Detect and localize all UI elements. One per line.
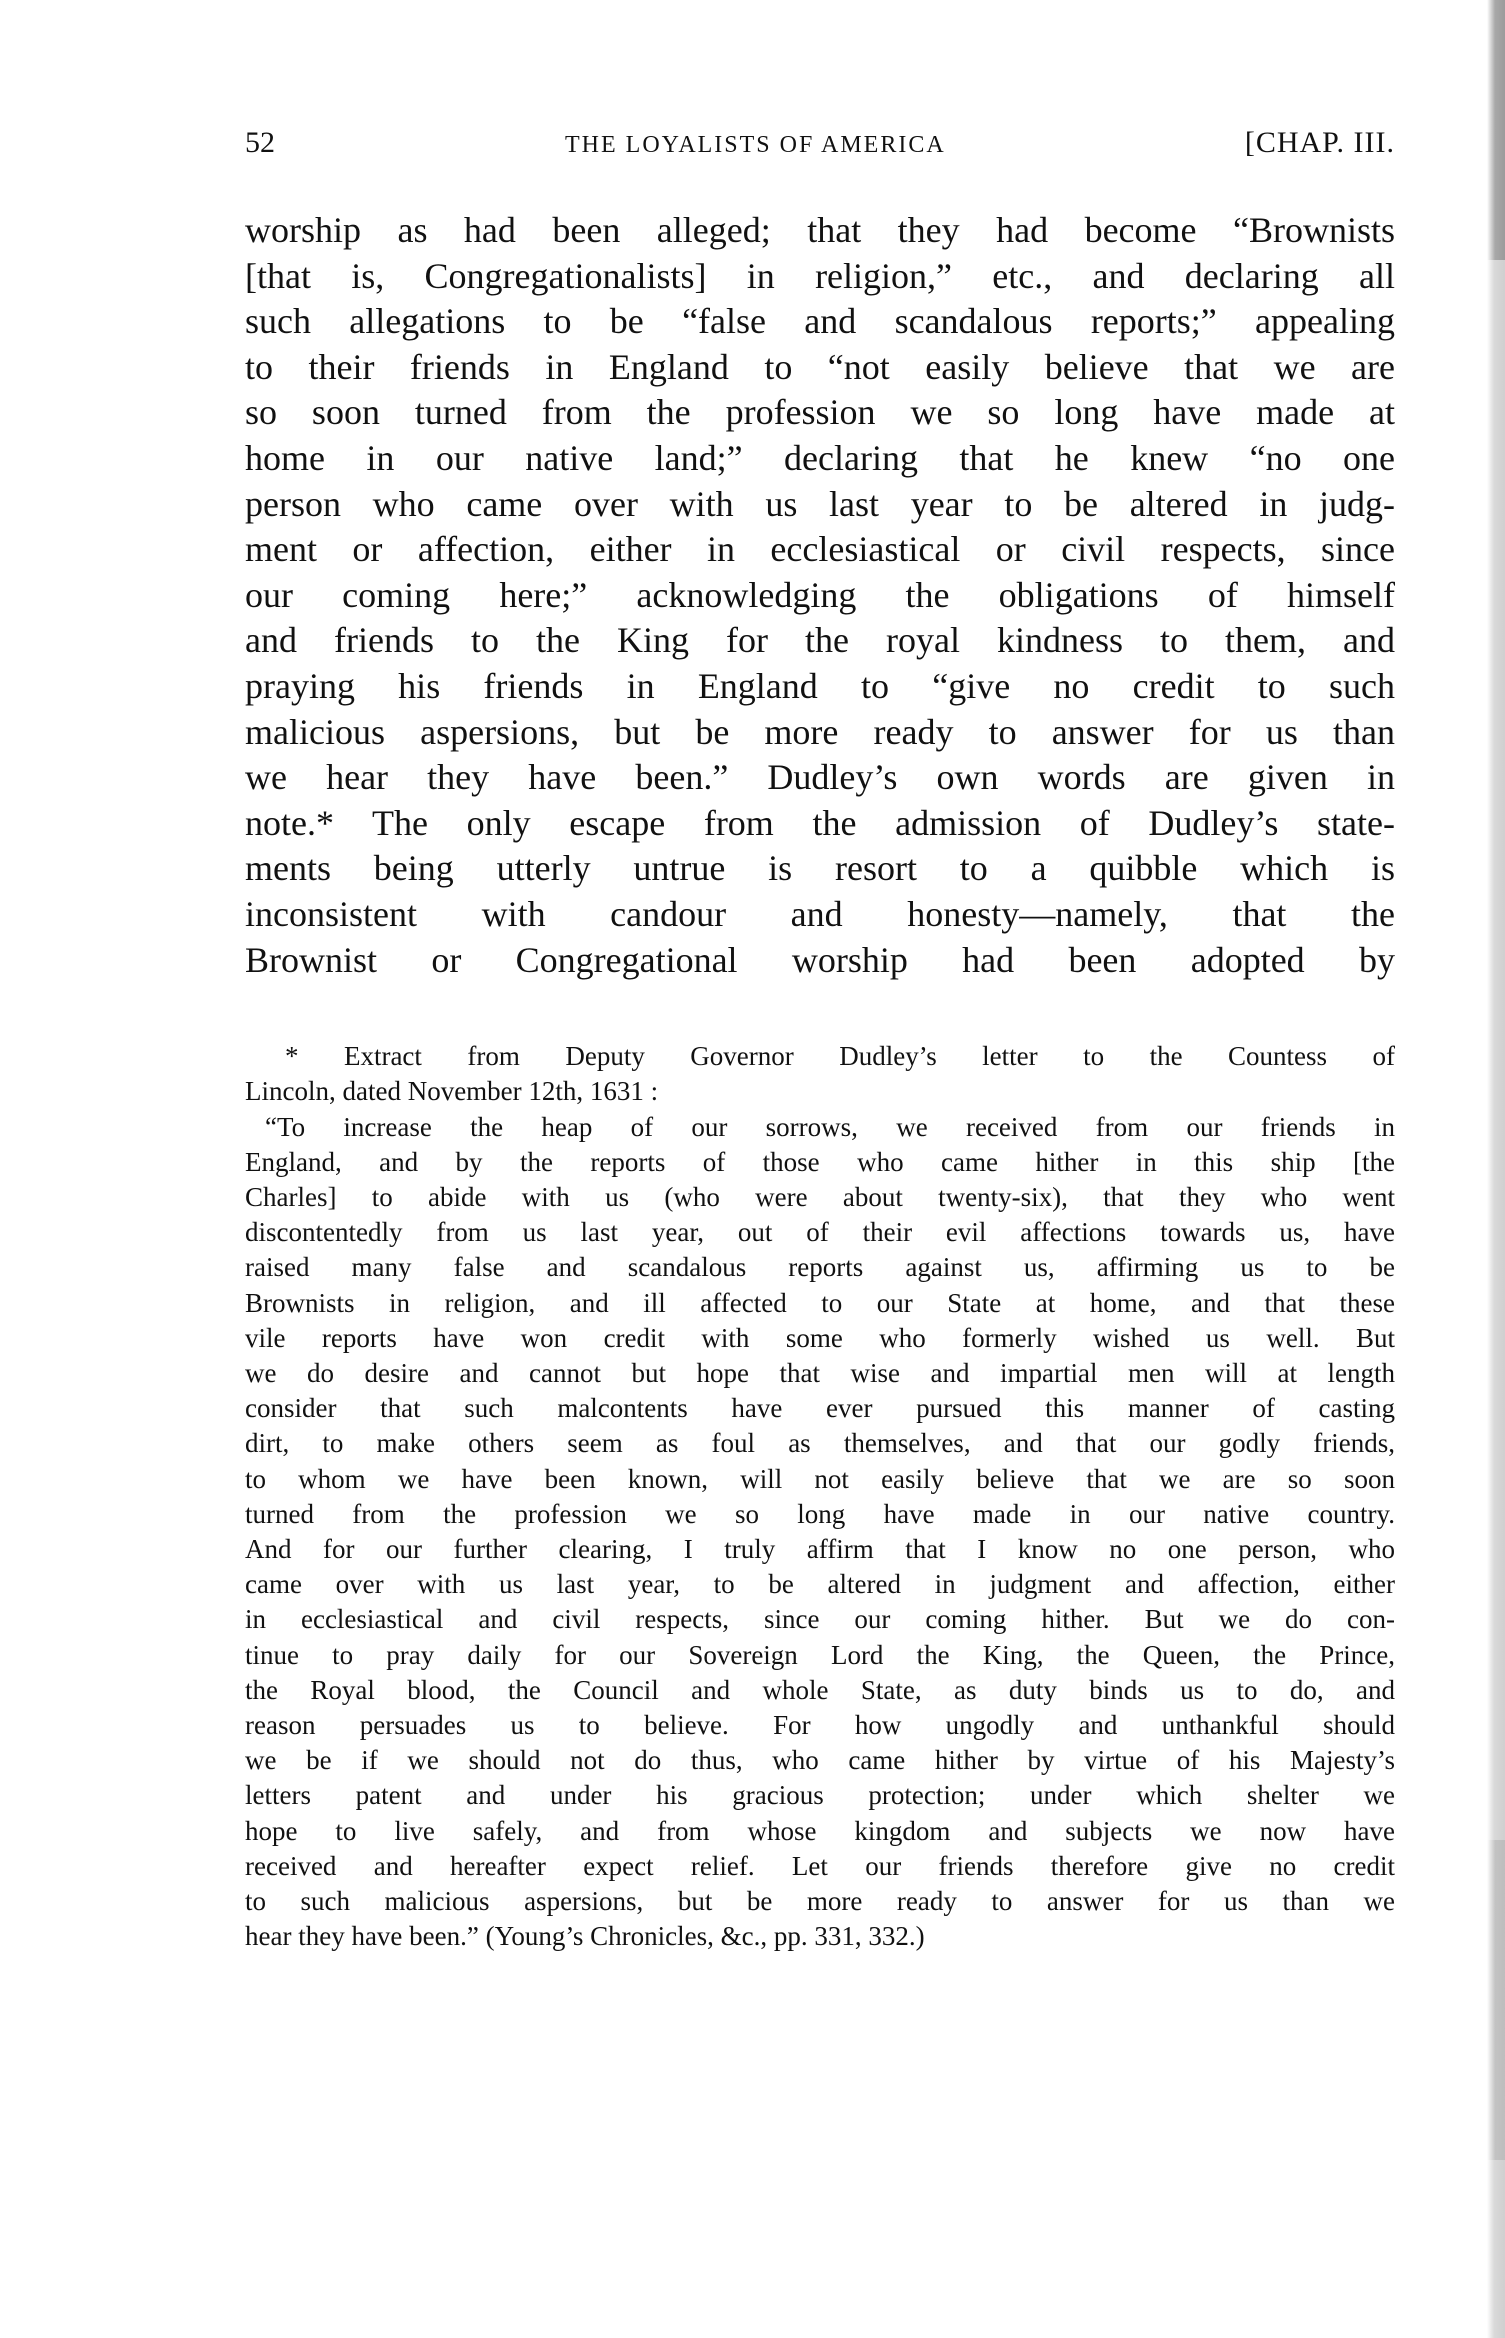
footnote-line: consider that such malcontents have ever pursued this manner of casting bbox=[245, 1393, 1395, 1424]
footnote-line: raised many false and scandalous reports against us, affirming us to be bbox=[245, 1252, 1395, 1283]
body-line: person who came over with us last year to be altered in judg- bbox=[245, 483, 1395, 524]
footnote-line: And for our further clearing, I truly affirm that I know no one person, who bbox=[245, 1533, 1395, 1564]
page-number: 52 bbox=[245, 126, 275, 159]
footnote-line: to whom we have been known, will not easily believe that we are so soon bbox=[245, 1463, 1395, 1494]
body-line: home in our native land;” declaring that he knew “no one bbox=[245, 437, 1395, 478]
footnote-line: hear they have been.” (Young’s Chronicles, &c., pp. 331, 332.) bbox=[245, 1921, 925, 1952]
footnote-line: we be if we should not do thus, who came hither by virtue of his Majesty’s bbox=[245, 1745, 1395, 1776]
footnote-line: in ecclesiastical and civil respects, since our coming hither. But we do con- bbox=[245, 1604, 1395, 1635]
footnote-line: tinue to pray daily for our Sovereign Lord the King, the Queen, the Prince, bbox=[245, 1639, 1395, 1670]
book-page bbox=[245, 120, 1395, 1954]
running-title: THE LOYALISTS OF AMERICA bbox=[565, 132, 946, 158]
chapter-reference: [CHAP. III. bbox=[1244, 126, 1395, 159]
footnote-line: to such malicious aspersions, but be more ready to answer for us than we bbox=[245, 1885, 1395, 1916]
main-text bbox=[245, 208, 1395, 983]
footnote-line: Lincoln, dated November 12th, 1631 : bbox=[245, 1076, 659, 1107]
body-line: malicious aspersions, but be more ready to answer for us than bbox=[245, 711, 1395, 752]
footnote-line: * Extract from Deputy Governor Dudley’s letter to the Countess of bbox=[285, 1041, 1395, 1072]
body-line: so soon turned from the profession we so long have made at bbox=[245, 392, 1395, 433]
page-edge-shadow-top bbox=[1487, 0, 1505, 260]
footnote-line: hope to live safely, and from whose kingdom and subjects we now have bbox=[245, 1815, 1395, 1846]
body-line: Brownist or Congregational worship had been adopted by bbox=[245, 939, 1395, 980]
footnote-line: Brownists in religion, and ill affected to our State at home, and that these bbox=[245, 1287, 1395, 1318]
footnote-line: turned from the profession we so long have made in our native country. bbox=[245, 1498, 1395, 1529]
body-line: we hear they have been.” Dudley’s own words are given in bbox=[245, 757, 1395, 798]
footnote-line: Charles] to abide with us (who were about twenty-six), that they who went bbox=[245, 1181, 1395, 1212]
body-line: and friends to the King for the royal kindness to them, and bbox=[245, 620, 1395, 661]
footnote-line: discontentedly from us last year, out of their evil affections towards us, have bbox=[245, 1217, 1395, 1248]
footnote-line: letters patent and under his gracious protection; under which shelter we bbox=[245, 1780, 1395, 1811]
body-line: ment or affection, either in ecclesiastical or civil respects, since bbox=[245, 529, 1395, 570]
running-header bbox=[245, 120, 1395, 180]
body-line: praying his friends in England to “give no credit to such bbox=[245, 665, 1395, 706]
body-line: note.* The only escape from the admission of Dudley’s state- bbox=[245, 802, 1395, 843]
body-line: our coming here;” acknowledging the obligations of himself bbox=[245, 574, 1395, 615]
footnote-line: came over with us last year, to be altered in judgment and affection, either bbox=[245, 1569, 1395, 1600]
body-line: worship as had been alleged; that they had become “Brownists bbox=[245, 210, 1395, 250]
footnote bbox=[245, 1039, 1395, 1954]
footnote-line: dirt, to make others seem as foul as themselves, and that our godly friends, bbox=[245, 1428, 1395, 1459]
body-line: inconsistent with candour and honesty—namely, that the bbox=[245, 893, 1395, 934]
body-line: [that is, Congregationalists] in religion,” etc., and declaring all bbox=[245, 255, 1395, 296]
body-line: ments being utterly untrue is resort to a quibble which is bbox=[245, 848, 1395, 889]
footnote-line: reason persuades us to believe. For how ungodly and unthankful should bbox=[245, 1709, 1395, 1740]
footnote-line: England, and by the reports of those who came hither in this ship [the bbox=[245, 1146, 1395, 1177]
footnote-line: the Royal blood, the Council and whole State, as duty binds us to do, and bbox=[245, 1674, 1395, 1705]
footnote-line: “To increase the heap of our sorrows, we received from our friends in bbox=[265, 1111, 1395, 1142]
page-edge-shadow-bottom bbox=[1487, 1840, 1505, 2160]
footnote-line: received and hereafter expect relief. Let our friends therefore give no credit bbox=[245, 1850, 1395, 1881]
body-line: to their friends in England to “not easily believe that we are bbox=[245, 346, 1395, 387]
footnote-line: vile reports have won credit with some who formerly wished us well. But bbox=[245, 1322, 1395, 1353]
footnote-line: we do desire and cannot but hope that wise and impartial men will at length bbox=[245, 1357, 1395, 1388]
body-line: such allegations to be “false and scandalous reports;” appealing bbox=[245, 301, 1395, 342]
